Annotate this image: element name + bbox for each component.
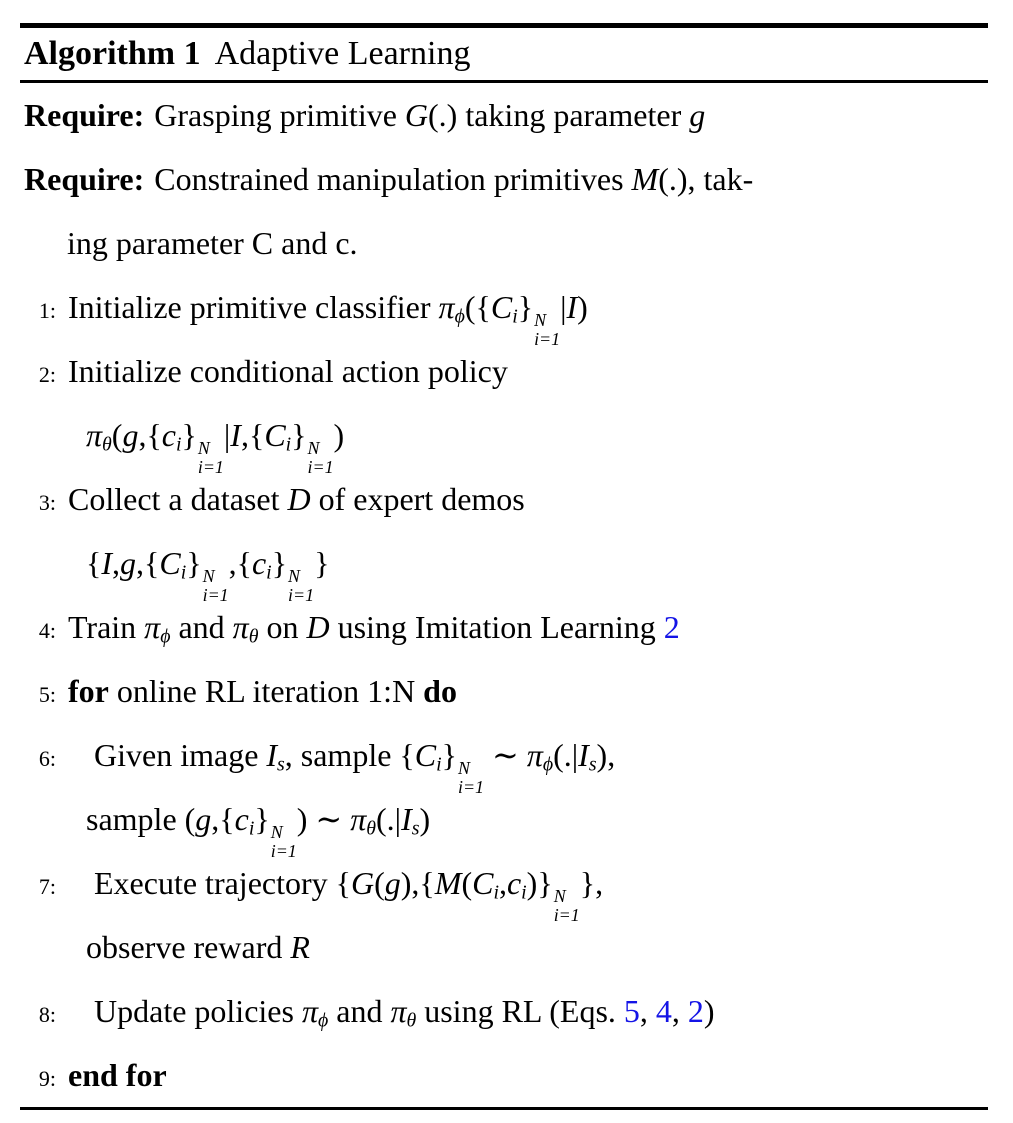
line-number: 3: xyxy=(38,490,56,515)
text-segment: | xyxy=(223,417,231,453)
math-subscript: i=1 xyxy=(553,905,580,926)
text-segment: ,{ xyxy=(240,417,265,453)
text-segment: ) xyxy=(333,417,345,453)
text-segment: } xyxy=(517,289,534,325)
text-segment: (.), tak- xyxy=(658,161,754,197)
text-segment: , xyxy=(498,865,507,901)
math-symbol: i xyxy=(521,881,527,904)
math-symbol: π xyxy=(301,993,318,1029)
math-symbol: I xyxy=(578,737,589,773)
math-symbol: i xyxy=(512,305,518,328)
math-symbol: θ xyxy=(248,625,259,648)
algo-line xyxy=(20,211,988,275)
text-segment: } xyxy=(314,545,330,581)
algo-line xyxy=(20,851,988,926)
math-symbol: ϕ xyxy=(160,625,171,648)
math-subscript: i=1 xyxy=(457,777,484,798)
text-segment: (.| xyxy=(553,737,579,773)
line-content xyxy=(94,993,715,1032)
math-symbol: g xyxy=(384,865,401,901)
math-symbol: θ xyxy=(102,433,112,456)
algo-line xyxy=(20,83,988,147)
text-segment: ,{ xyxy=(138,417,162,453)
text-segment: Initialize primitive classifier xyxy=(68,289,439,325)
math-symbol: M xyxy=(434,865,462,901)
line-content xyxy=(68,673,457,709)
line-content xyxy=(94,737,616,798)
algo-line xyxy=(20,979,988,1043)
text-segment: ) xyxy=(419,801,431,837)
text-segment: | xyxy=(560,289,567,325)
math-symbol: θ xyxy=(366,817,376,840)
math-symbol: c xyxy=(506,865,522,901)
eq-ref-link[interactable]: 2 xyxy=(663,609,680,645)
text-segment: , sample { xyxy=(284,737,415,773)
text-segment: ,{ xyxy=(136,545,160,581)
line-content xyxy=(24,161,753,197)
text-segment: ing parameter C and c. xyxy=(67,225,358,261)
text-segment: ( xyxy=(111,417,123,453)
math-superscript: N xyxy=(553,885,566,906)
math-symbol: I xyxy=(101,545,113,581)
text-segment: )} xyxy=(526,865,553,901)
text-segment: ),{ xyxy=(400,865,435,901)
math-symbol: C xyxy=(490,289,513,325)
math-symbol: i xyxy=(248,817,255,840)
line-content xyxy=(94,865,604,926)
text-segment: ), xyxy=(596,737,616,773)
math-superscript: N xyxy=(534,309,547,330)
math-symbol: M xyxy=(631,161,659,197)
line-content xyxy=(68,481,525,517)
algo-line xyxy=(20,467,988,531)
math-subscript: i=1 xyxy=(534,329,561,350)
math-symbol: i xyxy=(176,433,182,456)
math-subsup xyxy=(554,887,580,926)
math-symbol: i xyxy=(436,753,442,776)
algo-line xyxy=(20,723,988,798)
text-segment: Given image xyxy=(94,737,267,773)
math-symbol: I xyxy=(566,289,578,325)
math-superscript: N xyxy=(457,757,470,778)
text-segment: , xyxy=(112,545,121,581)
line-content xyxy=(67,225,358,261)
text-segment: Collect a dataset xyxy=(68,481,288,517)
line-number: 8: xyxy=(38,1002,56,1027)
math-symbol: c xyxy=(251,545,267,581)
math-symbol: π xyxy=(390,993,407,1029)
text-segment: ,{ xyxy=(228,545,252,581)
math-symbol: C xyxy=(414,737,437,773)
line-number: 6: xyxy=(38,746,56,771)
eq-ref-link[interactable]: 2 xyxy=(687,993,704,1029)
line-content xyxy=(86,545,330,606)
keyword: Require: xyxy=(24,161,145,197)
math-symbol: C xyxy=(264,417,286,453)
text-segment: Execute trajectory { xyxy=(94,865,351,901)
text-segment: sample ( xyxy=(86,801,196,837)
math-symbol: i xyxy=(266,561,272,584)
math-symbol: I xyxy=(266,737,278,773)
text-segment: ) xyxy=(703,993,715,1029)
text-segment: Constrained manipulation primitives xyxy=(154,161,632,197)
text-segment: ∼ xyxy=(484,737,527,773)
algorithm-block xyxy=(20,23,988,1110)
text-segment: and xyxy=(170,609,233,645)
algo-line xyxy=(20,915,988,979)
text-segment: ,{ xyxy=(211,801,235,837)
math-symbol: s xyxy=(588,753,597,776)
math-symbol: G xyxy=(404,97,429,133)
text-segment: ) xyxy=(577,289,588,325)
math-symbol: π xyxy=(526,737,543,773)
math-symbol: g xyxy=(195,801,212,837)
algo-line xyxy=(20,659,988,723)
math-symbol: π xyxy=(144,609,161,645)
line-number: 2: xyxy=(38,362,56,387)
algorithm-number-label: Algorithm 1 xyxy=(24,35,201,72)
text-segment: } xyxy=(181,417,197,453)
line-content xyxy=(68,609,680,648)
text-segment: ({ xyxy=(464,289,491,325)
math-symbol: C xyxy=(472,865,494,901)
math-symbol: ϕ xyxy=(454,305,465,328)
algo-line xyxy=(20,403,988,478)
text-segment: ( xyxy=(374,865,385,901)
math-symbol: g xyxy=(120,545,137,581)
keyword: end for xyxy=(68,1057,167,1093)
math-symbol: R xyxy=(290,929,310,965)
math-subscript: i=1 xyxy=(197,457,224,478)
math-symbol: π xyxy=(438,289,455,325)
math-superscript: N xyxy=(307,437,320,458)
math-symbol: c xyxy=(161,417,176,453)
math-subsup xyxy=(534,311,560,350)
math-symbol: g xyxy=(122,417,139,453)
keyword: Require: xyxy=(24,97,145,133)
eq-ref-link[interactable]: 4 xyxy=(655,993,672,1029)
text-segment: } xyxy=(271,545,288,581)
text-segment: observe reward xyxy=(86,929,291,965)
text-segment: (.) taking parameter xyxy=(428,97,690,133)
text-segment: Train xyxy=(68,609,145,645)
math-symbol: i xyxy=(285,433,292,456)
math-symbol: I xyxy=(230,417,241,453)
math-symbol: π xyxy=(232,609,249,645)
math-symbol: s xyxy=(277,753,285,776)
math-symbol: g xyxy=(689,97,706,133)
math-superscript: N xyxy=(270,821,283,842)
algo-line xyxy=(20,1043,988,1107)
line-content xyxy=(68,1057,167,1093)
text-segment: (.| xyxy=(376,801,402,837)
text-segment: } xyxy=(254,801,270,837)
text-segment: Grasping primitive xyxy=(154,97,405,133)
text-segment: } xyxy=(441,737,457,773)
math-subscript: i=1 xyxy=(202,585,229,606)
math-symbol: D xyxy=(306,609,330,645)
text-segment: and xyxy=(328,993,391,1029)
text-segment: using RL (Eqs. xyxy=(416,993,624,1029)
math-symbol: D xyxy=(287,481,311,517)
text-segment: } xyxy=(186,545,202,581)
math-symbol: I xyxy=(401,801,412,837)
line-number: 4: xyxy=(38,618,56,643)
math-superscript: N xyxy=(288,565,300,586)
algo-line xyxy=(20,275,988,350)
text-segment: Update policies xyxy=(94,993,302,1029)
math-symbol: ϕ xyxy=(542,753,554,776)
line-content xyxy=(86,801,431,862)
text-segment: ( xyxy=(461,865,473,901)
math-symbol: π xyxy=(350,801,367,837)
text-segment: }, xyxy=(579,865,604,901)
math-symbol: G xyxy=(351,865,375,901)
algo-line xyxy=(20,147,988,211)
text-segment: using Imitation Learning xyxy=(329,609,664,645)
math-subscript: i=1 xyxy=(307,457,334,478)
line-content xyxy=(86,417,345,478)
algo-line xyxy=(20,339,988,403)
math-symbol: s xyxy=(411,817,420,840)
line-content xyxy=(86,929,310,965)
text-segment: ) ∼ xyxy=(296,801,351,837)
line-content xyxy=(68,353,508,389)
algorithm-body xyxy=(20,83,988,1107)
text-segment: , xyxy=(671,993,688,1029)
math-symbol: i xyxy=(493,881,499,904)
math-superscript: N xyxy=(197,437,210,458)
math-symbol: θ xyxy=(406,1009,417,1032)
text-segment: online RL iteration 1:N xyxy=(108,673,424,709)
math-superscript: N xyxy=(202,565,215,586)
bottom-rule xyxy=(20,1107,988,1110)
eq-ref-link[interactable]: 5 xyxy=(623,993,640,1029)
math-subscript: i=1 xyxy=(288,585,315,606)
text-segment: of expert demos xyxy=(310,481,525,517)
line-number: 7: xyxy=(38,874,56,899)
math-symbol: π xyxy=(86,417,103,453)
line-content xyxy=(24,97,705,133)
text-segment: on xyxy=(258,609,307,645)
algorithm-caption xyxy=(20,28,988,80)
text-segment: , xyxy=(639,993,656,1029)
algo-line xyxy=(20,787,988,862)
line-number: 1: xyxy=(38,298,56,323)
text-segment: Initialize conditional action policy xyxy=(68,353,508,389)
math-symbol: c xyxy=(234,801,249,837)
math-symbol: i xyxy=(180,561,187,584)
algorithm-title: Adaptive Learning xyxy=(214,35,471,72)
math-symbol: C xyxy=(159,545,181,581)
math-subsup xyxy=(458,759,484,798)
text-segment: } xyxy=(291,417,307,453)
math-symbol: ϕ xyxy=(317,1009,329,1032)
line-number: 5: xyxy=(38,682,56,707)
text-segment: { xyxy=(86,545,102,581)
keyword: for xyxy=(68,673,109,709)
algo-line xyxy=(20,595,988,659)
algo-line xyxy=(20,531,988,606)
line-number: 9: xyxy=(38,1066,56,1091)
math-subscript: i=1 xyxy=(270,841,297,862)
keyword: do xyxy=(423,673,457,709)
line-content xyxy=(68,289,588,350)
